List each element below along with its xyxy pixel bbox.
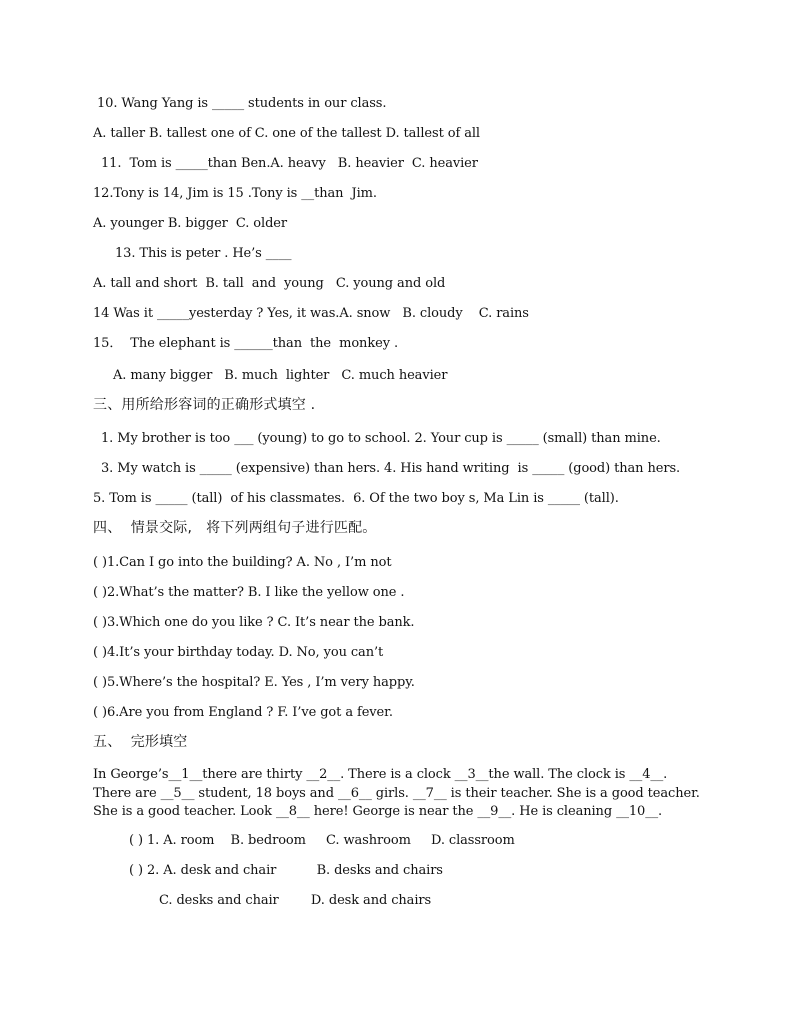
cloze-passage: In George’s__1__there are thirty __2__. There is a clock __3__the wall. The clock is __4__. There are __5__ student, 18 boys and __6__ girls. __7__ is their teacher. She is a good teacher. She is a good teacher. Look __8__ here! George is near the __9__. He is cleaning __10__. — [93, 767, 700, 819]
matching-item-1: ( )1.Can I go into the building? A. No , I’m not — [93, 555, 392, 570]
cloze-question-1: ( ) 1. A. room B. bedroom C. washroom D. classroom — [129, 833, 515, 848]
section-4-heading: 四、 情景交际, 将下列两组句子进行匹配。 — [93, 520, 377, 536]
section-3-line-2: 3. My watch is _____ (expensive) than hers. 4. His hand writing is _____ (good) than hers. — [101, 461, 681, 476]
matching-item-3: ( )3.Which one do you like ? C. It’s near the bank. — [93, 615, 415, 630]
cloze-question-2: ( ) 2. A. desk and chair B. desks and chairs — [129, 863, 443, 878]
question-10: 10. Wang Yang is _____ students in our class. — [97, 96, 387, 111]
cloze-question-2-options-cont: C. desks and chair D. desk and chairs — [159, 893, 432, 908]
question-13-options: A. tall and short B. tall and young C. young and old — [93, 276, 446, 291]
question-12-options: A. younger B. bigger C. older — [93, 216, 288, 231]
question-14: 14 Was it _____yesterday ? Yes, it was.A. snow B. cloudy C. rains — [93, 306, 529, 321]
question-15-options: A. many bigger B. much lighter C. much heavier — [113, 368, 448, 383]
question-10-options: A. taller B. tallest one of C. one of the tallest D. tallest of all — [93, 126, 480, 141]
question-15: 15． The elephant is ______than the monkey . — [93, 336, 399, 351]
section-3-line-3: 5. Tom is _____ (tall) of his classmates. 6. Of the two boy s, Ma Lin is _____ (tall). — [93, 491, 619, 506]
matching-item-6: ( )6.Are you from England ? F. I’ve got a fever. — [93, 705, 393, 720]
section-3-heading: 三、用所给形容词的正确形式填空 . — [93, 397, 316, 413]
section-5-heading: 五、 完形填空 — [93, 734, 188, 750]
matching-item-5: ( )5.Where’s the hospital? E. Yes , I’m very happy. — [93, 675, 415, 690]
matching-item-2: ( )2.What’s the matter? B. I like the yellow one . — [93, 585, 405, 600]
question-12: 12.Tony is 14, Jim is 15 .Tony is __than Jim. — [93, 186, 377, 201]
section-3-line-1: 1. My brother is too ___ (young) to go to school. 2. Your cup is _____ (small) than mine. — [101, 431, 661, 446]
question-11: 11. Tom is _____than Ben.A. heavy B. heavier C. heavier — [101, 156, 478, 171]
matching-item-4: ( )4.It’s your birthday today. D. No, you can’t — [93, 645, 384, 660]
question-13: 13. This is peter . He’s ____ — [115, 246, 292, 261]
